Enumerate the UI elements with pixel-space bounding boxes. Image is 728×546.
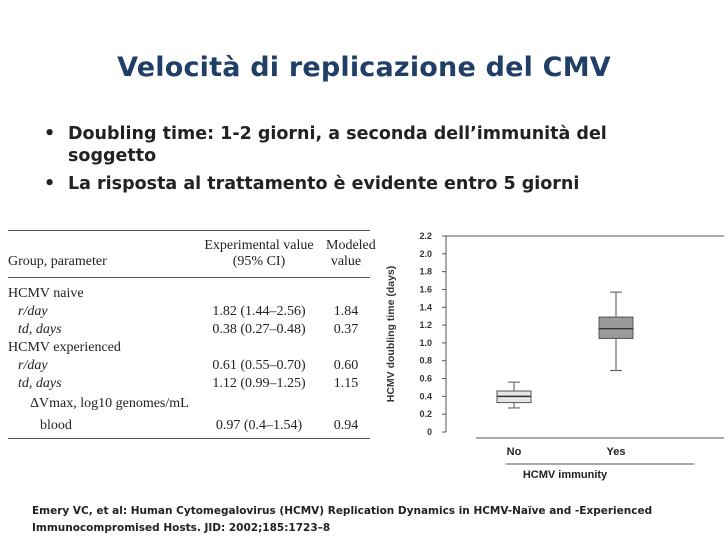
table-row-label: HCMV naive xyxy=(8,286,84,301)
y-tick-label: 0.2 xyxy=(419,409,432,420)
y-tick-label: 0 xyxy=(426,427,432,437)
citation-line1: Emery VC, et al: Human Cytomegalovirus (HCMV) Replication Dynamics in HCMV-Naïve and -Experienced xyxy=(32,505,653,517)
table-cell-exp: 0.97 (0.4–1.54) xyxy=(215,418,303,433)
boxplot-svg xyxy=(378,222,724,482)
y-tick-label: 0.4 xyxy=(419,391,432,402)
bullet-text-line2: soggetto xyxy=(68,146,157,166)
y-tick-label: 1.6 xyxy=(419,284,432,295)
table-cell-mod: 1.84 xyxy=(333,304,359,319)
x-axis-label: HCMV immunity xyxy=(522,469,608,481)
y-axis-label: HCMV doubling time (days) xyxy=(385,265,397,403)
citation xyxy=(32,503,712,537)
table-row-label: HCMV experienced xyxy=(8,340,121,355)
table-cell-exp: 1.82 (1.44–2.56) xyxy=(212,304,306,319)
y-tick-label: 1.0 xyxy=(419,337,432,348)
table-header-rule xyxy=(8,277,370,278)
table-header-mod-line2: value xyxy=(330,254,362,269)
bullet-item-doubling-time xyxy=(40,123,680,167)
table-header-group: Group, parameter xyxy=(8,254,107,269)
slide-title: Velocità di replicazione del CMV xyxy=(117,52,611,83)
y-tick-label: 1.4 xyxy=(419,302,432,313)
bullet-text-line1: La risposta al trattamento è evidente entro 5 giorni xyxy=(68,174,580,194)
table-top-rule xyxy=(8,230,370,231)
parameter-table xyxy=(8,226,376,437)
table-row-label: ΔVmax, log10 genomes/mL xyxy=(30,396,189,411)
table-row-label: td, days xyxy=(18,322,62,337)
bullet-text-line1: Doubling time: 1-2 giorni, a seconda dell’immunità del xyxy=(68,124,607,144)
table-cell-exp: 0.61 (0.55–0.70) xyxy=(212,358,306,373)
y-tick-label: 0.8 xyxy=(419,355,432,366)
y-tick-label: 2.0 xyxy=(419,248,432,259)
table-header-exp-line1: Experimental value xyxy=(204,238,314,253)
table-cell-mod: 0.60 xyxy=(333,358,359,373)
table-header-experimental xyxy=(194,238,324,270)
y-tick-label: 1.2 xyxy=(419,320,432,331)
doubling-time-boxplot xyxy=(378,222,724,482)
table-row-label: td, days xyxy=(18,376,62,391)
y-tick-label: 1.8 xyxy=(419,266,432,277)
table-header-exp-line2: (95% CI) xyxy=(232,254,286,269)
x-category-label: No xyxy=(506,446,522,458)
box-yes xyxy=(599,317,633,338)
table-cell-mod: 0.94 xyxy=(333,418,359,433)
table-cell-exp: 0.38 (0.27–0.48) xyxy=(212,322,306,337)
table-header-mod-line1: Modeled xyxy=(326,238,376,253)
table-bottom-rule xyxy=(8,438,370,439)
table-cell-exp: 1.12 (0.99–1.25) xyxy=(212,376,306,391)
table-row-label: blood xyxy=(40,418,72,433)
table-row-label: r/day xyxy=(18,358,48,373)
bullet-list xyxy=(40,123,680,195)
table-row-label: r/day xyxy=(18,304,48,319)
table-cell-mod: 1.15 xyxy=(333,376,359,391)
table-header-modeled xyxy=(326,238,376,270)
citation-line2: Immunocompromised Hosts. JID: 2002;185:1723–8 xyxy=(32,522,331,534)
x-category-label: Yes xyxy=(606,446,626,458)
y-tick-label: 2.2 xyxy=(419,231,432,241)
bullet-item-response xyxy=(40,173,680,195)
y-tick-label: 0.6 xyxy=(419,373,432,384)
table-cell-mod: 0.37 xyxy=(333,322,359,337)
